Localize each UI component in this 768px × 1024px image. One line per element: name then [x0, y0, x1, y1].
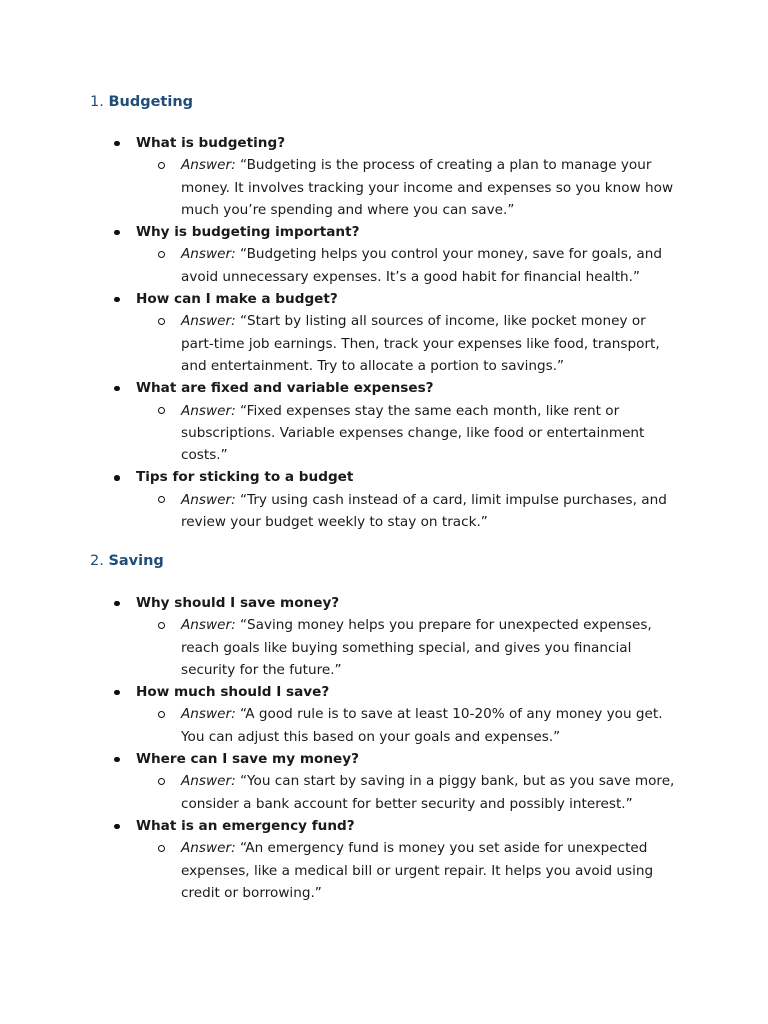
list-item — [0, 748, 768, 815]
question-list-saving — [0, 592, 768, 904]
answer-text: “A good rule is to save at least 10-20% of any money you get. You can adjust this based on your goals and expenses.” — [181, 706, 663, 745]
section-number: 2. — [90, 553, 104, 569]
answer-label: Answer: — [181, 617, 236, 634]
answer-text: “Saving money helps you prepare for unexpected expenses, reach goals like buying something special, and gives you financial security for the future.” — [181, 617, 652, 678]
answer-item — [0, 703, 768, 748]
bullet-icon — [114, 757, 120, 763]
circle-bullet-icon — [158, 711, 165, 718]
list-item — [0, 681, 768, 748]
circle-bullet-icon — [158, 778, 165, 785]
section-title: Saving — [108, 553, 164, 569]
circle-bullet-icon — [158, 496, 165, 503]
question-text: How can I make a budget? — [136, 291, 338, 308]
question-text: What is an emergency fund? — [136, 817, 355, 834]
answer-item — [0, 489, 768, 534]
answer-label: Answer: — [181, 313, 236, 330]
list-item — [0, 377, 768, 466]
list-item — [0, 815, 768, 904]
circle-bullet-icon — [158, 407, 165, 414]
circle-bullet-icon — [158, 318, 165, 325]
bullet-icon — [114, 824, 120, 830]
list-item — [0, 466, 768, 533]
list-item — [0, 132, 768, 221]
answer-text: “Try using cash instead of a card, limit impulse purchases, and review your budget weekly to stay on track.” — [181, 491, 667, 531]
bullet-icon — [114, 386, 120, 392]
section-heading-saving — [90, 551, 164, 571]
answer-item — [0, 154, 768, 221]
answer-text: “You can start by saving in a piggy bank, but as you save more, consider a bank account for better security and possibly interest.” — [181, 773, 675, 812]
list-item — [0, 221, 768, 288]
question-text: Where can I save my money? — [136, 751, 359, 768]
bullet-icon — [114, 230, 120, 236]
answer-item — [0, 400, 768, 467]
bullet-icon — [114, 297, 120, 303]
section-title: Budgeting — [108, 94, 194, 110]
question-text: How much should I save? — [136, 684, 330, 701]
answer-item — [0, 614, 768, 681]
circle-bullet-icon — [158, 162, 165, 169]
bullet-icon — [114, 601, 120, 607]
answer-label: Answer: — [181, 706, 236, 723]
answer-item — [0, 243, 768, 288]
list-item — [0, 592, 768, 681]
section-heading-budgeting — [90, 92, 193, 112]
answer-text: “Fixed expenses stay the same each month, like rent or subscriptions. Variable expenses change, like food or entertainment costs.” — [181, 402, 645, 464]
question-text: Why should I save money? — [136, 595, 340, 611]
answer-label: Answer: — [181, 840, 236, 857]
question-text: What are fixed and variable expenses? — [136, 380, 434, 397]
question-list-budgeting — [0, 132, 768, 533]
circle-bullet-icon — [158, 845, 165, 852]
answer-label: Answer: — [181, 402, 236, 419]
section-number: 1. — [90, 94, 104, 110]
circle-bullet-icon — [158, 251, 165, 258]
circle-bullet-icon — [158, 622, 165, 629]
answer-label: Answer: — [181, 246, 236, 263]
answer-item — [0, 310, 768, 377]
answer-item — [0, 770, 768, 815]
answer-label: Answer: — [181, 491, 236, 508]
answer-label: Answer: — [181, 157, 236, 174]
answer-label: Answer: — [181, 773, 236, 790]
bullet-icon — [114, 141, 120, 147]
answer-item — [0, 837, 768, 904]
bullet-icon — [114, 475, 120, 481]
answer-text: “Budgeting helps you control your money, save for goals, and avoid unnecessary expenses. It’s a good habit for financial health.” — [181, 246, 662, 285]
answer-text: “Budgeting is the process of creating a plan to manage your money. It involves tracking your income and expenses so you know how much you’re spending and where you can save.” — [181, 157, 674, 218]
question-text: Why is budgeting important? — [136, 224, 360, 241]
question-text: What is budgeting? — [136, 135, 286, 151]
answer-text: “Start by listing all sources of income, like pocket money or part-time job earnings. Then, track your expenses like food, transport, and entertainment. Try to allocate a portion to savings.” — [181, 313, 660, 374]
question-text: Tips for sticking to a budget — [136, 469, 354, 486]
list-item — [0, 288, 768, 377]
answer-text: “An emergency fund is money you set aside for unexpected expenses, like a medical bill or urgent repair. It helps you avoid using credit or borrowing.” — [181, 840, 654, 901]
bullet-icon — [114, 690, 120, 696]
